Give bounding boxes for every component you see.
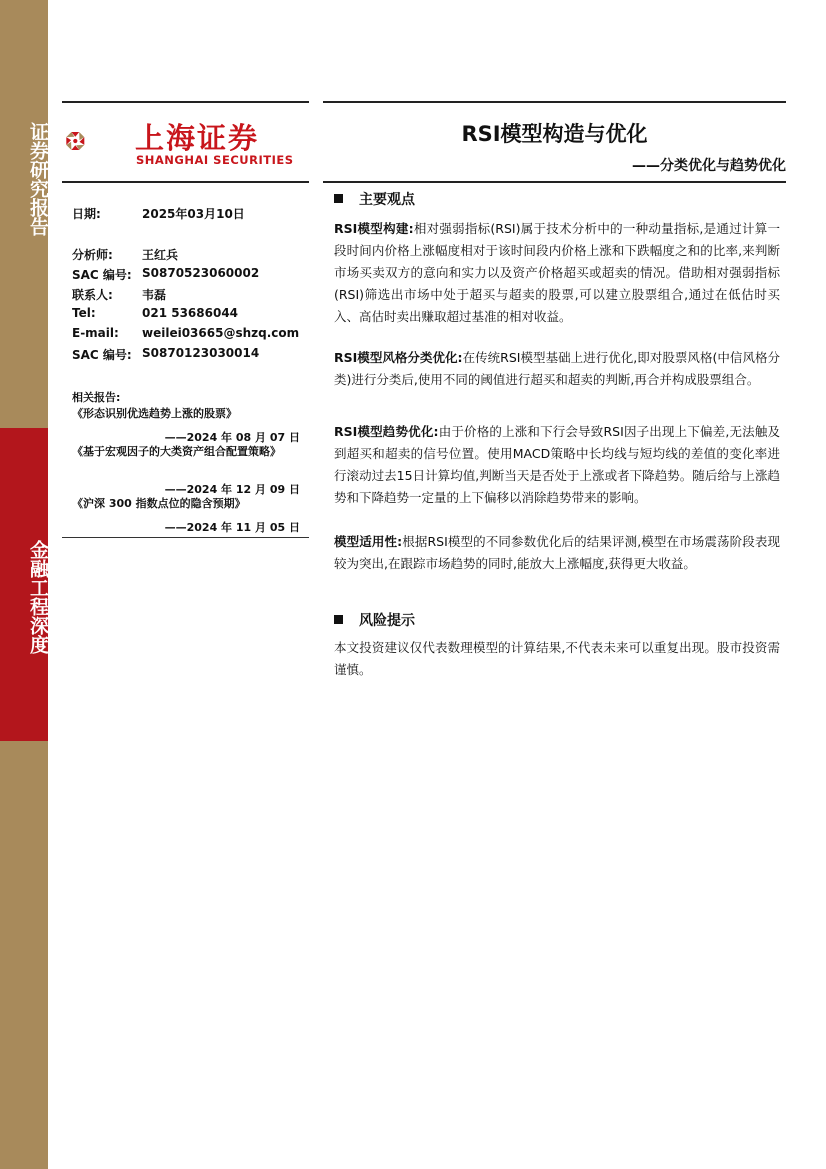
sac2-label: SAC 编号: [72,348,132,362]
logo-name-en: SHANGHAI SECURITIES [136,153,294,167]
related-report-3[interactable]: 《沪深 300 指数点位的隐含预期》 [72,497,246,510]
main-point-applicability [334,531,780,575]
related-report-1-date: ——2024 年 08 月 07 日 [164,431,300,444]
p4-label: 模型适用性: [334,534,403,549]
side-label-report-type: 证券研究报告 [27,122,49,236]
main-points-heading-text: 主要观点 [359,192,415,208]
header-rule-left [62,101,309,103]
related-reports-title: 相关报告: [72,391,121,404]
p1-text: 相对强弱指标(RSI)属于技术分析中的一种动量指标,是通过计算一段时间内价格上涨幅度相对于该时间段内价格上涨和下跌幅度之和的比率,来判断市场买卖双方的意向和实力以及资产价格超买或超卖的情况。借助相对强弱指标(RSI)筛选出市场中处于超买与超卖的股票,可以建立股票组合,通过在低估时买入、高估时卖出赚取超过基准的相对收益。 [334,221,780,324]
related-report-2[interactable]: 《基于宏观因子的大类资产组合配置策略》 [72,445,281,458]
analyst-value: 王红兵 [142,248,179,262]
related-divider [62,537,309,538]
shanghai-securities-logo-icon [66,110,132,172]
date-label: 日期: [72,207,101,221]
p2-text: 在传统RSI模型基础上进行优化,即对股票风格(中信风格分类)进行分类后,使用不同的阈值进行超买和超卖的判断,再合并构成股票组合。 [334,350,780,387]
sac2-value: S0870123030014 [142,346,260,360]
contact-label: 联系人: [72,288,113,302]
sac1-label: SAC 编号: [72,268,132,282]
p4-text: 根据RSI模型的不同参数优化后的结果评测,模型在市场震荡阶段表现较为突出,在跟踪市场趋势的同时,能放大上涨幅度,获得更大收益。 [334,534,781,571]
p2-label: RSI模型风格分类优化: [334,350,463,365]
risk-text: 本文投资建议仅代表数理模型的计算结果,不代表未来可以重复出现。股市投资需谨慎。 [334,640,780,677]
report-title: RSI模型构造与优化 [461,122,648,146]
divider-right [323,181,786,183]
divider-left [62,181,309,183]
main-point-trend-optimization [334,421,780,509]
header-rule-right [323,101,786,103]
main-point-style-optimization [334,347,780,391]
logo-name-cn: 上海证券 [135,121,260,155]
related-report-2-date: ——2024 年 12 月 09 日 [164,483,300,496]
email-label: E-mail: [72,326,119,340]
risk-heading-text: 风险提示 [359,613,415,629]
p3-label: RSI模型趋势优化: [334,424,439,439]
risk-heading [334,610,415,630]
square-bullet-icon [334,194,343,203]
side-label-category: 金融工程深度 [27,540,49,654]
main-point-model-construction [334,218,780,328]
square-bullet-icon [334,615,343,624]
sac1-value: S0870523060002 [142,266,260,280]
related-report-1[interactable]: 《形态识别优选趋势上涨的股票》 [72,407,237,420]
date-value: 2025年03月10日 [142,207,245,221]
email-value[interactable]: weilei03665@shzq.com [142,326,300,340]
tel-label: Tel: [72,306,96,320]
related-report-3-date: ——2024 年 11 月 05 日 [164,521,300,534]
report-subtitle: ——分类优化与趋势优化 [632,158,786,174]
tel-value: 021 53686044 [142,306,239,320]
p3-text: 由于价格的上涨和下行会导致RSI因子出现上下偏差,无法触及到超买和超卖的信号位置。使用MACD策略中长均线与短均线的差值的变化率进行滚动过去15日计算均值,判断当天是否处于上涨或者下降趋势。随后给与上涨趋势和下降趋势一定量的上下偏移以消除趋势带来的影响。 [334,424,781,505]
contact-value: 韦磊 [142,288,167,302]
analyst-label: 分析师: [72,248,113,262]
main-points-heading [334,189,415,209]
p1-label: RSI模型构建: [334,221,414,236]
